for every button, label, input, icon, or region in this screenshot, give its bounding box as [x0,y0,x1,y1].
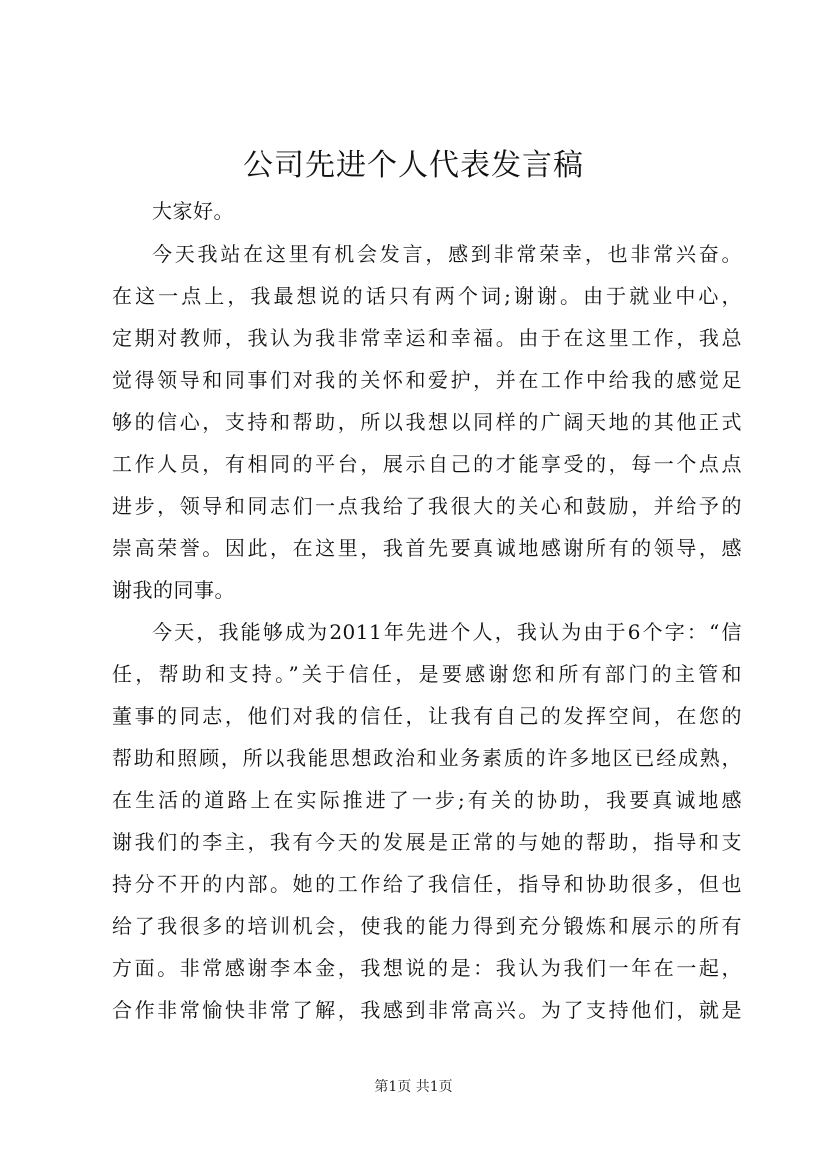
paragraph-line: 今天，我能够成为2011年先进个人，我认为由于6个字：“信 [152,620,742,644]
paragraph-line: 进步，领导和同志们一点我给了我很大的关心和鼓励，并给予的 [112,494,742,518]
paragraph-line: 够的信心，支持和帮助，所以我想以同样的广阔天地的其他正式 [112,410,742,434]
paragraph-line: 崇高荣誉。因此，在这里，我首先要真诚地感谢所有的领导，感 [112,536,742,560]
paragraph-line: 觉得领导和同事们对我的关怀和爱护，并在工作中给我的感觉足 [112,368,742,392]
paragraph-line: 今天我站在这里有机会发言，感到非常荣幸，也非常兴奋。 [152,242,742,266]
paragraph-line: 合作非常愉快非常了解，我感到非常高兴。为了支持他们，就是 [112,998,742,1022]
paragraph-line: 谢我的同事。 [112,578,235,602]
paragraph-line: 在生活的道路上在实际推进了一步;有关的协助，我要真诚地感 [112,788,742,812]
page-number-footer: 第1页 共1页 [374,1079,453,1095]
paragraph-line: 工作人员，有相同的平台，展示自己的才能享受的，每一个点点 [112,452,742,476]
paragraph-line: 定期对教师，我认为我非常幸运和幸福。由于在这里工作，我总 [112,326,742,350]
paragraph-line: 帮助和照顾，所以我能思想政治和业务素质的许多地区已经成熟， [112,746,742,770]
paragraph-line: 方面。非常感谢李本金，我想说的是：我认为我们一年在一起， [112,956,742,980]
paragraph-line: 在这一点上，我最想说的话只有两个词;谢谢。由于就业中心， [112,284,742,308]
paragraph-line: 给了我很多的培训机会，使我的能力得到充分锻炼和展示的所有 [112,914,742,938]
document-title: 公司先进个人代表发言稿 [243,148,584,183]
paragraph-line: 董事的同志，他们对我的信任，让我有自己的发挥空间，在您的 [112,704,742,728]
paragraph-line: 任，帮助和支持。”关于信任，是要感谢您和所有部门的主管和 [112,662,742,686]
paragraph-line: 持分不开的内部。她的工作给了我信任，指导和协助很多，但也 [112,872,742,896]
paragraph-line: 谢我们的李主，我有今天的发展是正常的与她的帮助，指导和支 [112,830,742,854]
greeting-line: 大家好。 [152,199,234,223]
